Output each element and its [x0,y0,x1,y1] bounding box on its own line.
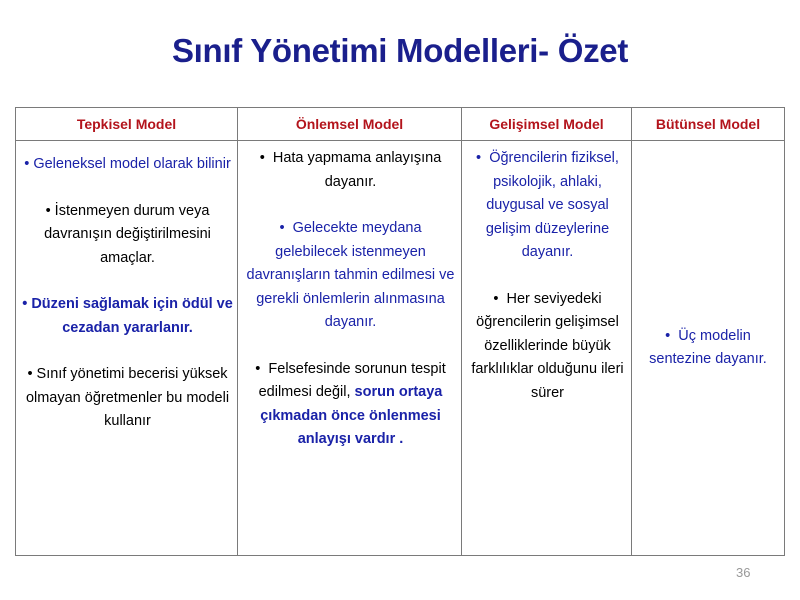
list-item: • Düzeni sağlamak için ödül ve cezadan yararlanır. [22,296,233,336]
list-item: • Gelecekte meydana gelebilecek istenmeyen davranışların tahmin edilmesi ve gerekli önlemlerin alınmasına dayanır. [246,220,455,330]
header-onlemsel: Önlemsel Model [238,108,462,141]
list-item: • Üç modelin sentezine dayanır. [649,327,767,367]
item-text: Düzeni sağlamak için ödül ve cezadan yararlanır. [31,296,233,336]
cell-onlemsel [238,141,462,556]
item-text: Üç modelin sentezine dayanır. [649,327,767,367]
list-item: • Geleneksel model olarak bilinir [24,156,231,172]
list-item: • Sınıf yönetimi becerisi yüksek olmayan öğretmenler bu modeli kullanır [25,366,230,429]
item-text: Hata yapmama anlayışına dayanır. [272,150,442,190]
item-text: Gelecekte meydana gelebilecek istenmeyen davranışların tahmin edilmesi ve gerekli önlemlerin alınmasına dayanır. [246,220,455,330]
list-item: • Öğrencilerin fiziksel, psikolojik, ahlaki, duygusal ve sosyal gelişim düzeylerine dayanır. [476,150,619,260]
header-row [16,108,785,141]
item-text: Öğrencilerin fiziksel, psikolojik, ahlaki, duygusal ve sosyal gelişim düzeylerine dayanır. [485,150,619,260]
model-summary-table [15,107,785,556]
cell-gelisimsel [462,141,632,556]
cell-butunsel [632,141,785,556]
header-gelisimsel: Gelişimsel Model [462,108,632,141]
list-item: • Her seviyedeki öğrencilerin gelişimsel özelliklerinde büyük farklılıklar olduğunu ileri sürer [471,290,624,401]
slide-title: Sınıf Yönetimi Modelleri- Özet [171,32,629,69]
item-text: Sınıf yönetimi becerisi yüksek olmayan öğretmenler bu modeli kullanır [25,366,230,429]
item-text-emphasis: sorun ortaya çıkmadan önce önlenmesi anlayışı vardır . [260,384,443,447]
cell-tepkisel [16,141,238,556]
header-tepkisel: Tepkisel Model [16,108,238,141]
page-number: 36 [736,565,751,580]
list-item: • İstenmeyen durum veya davranışın değiştirilmesini amaçlar. [44,202,211,266]
item-text: İstenmeyen durum veya davranışın değiştirilmesini amaçlar. [44,202,211,266]
list-item: • Hata yapmama anlayışına dayanır. [259,150,442,190]
item-text: Her seviyedeki öğrencilerin gelişimsel özelliklerinde büyük farklılıklar olduğunu ileri sürer [471,290,624,401]
header-butunsel: Bütünsel Model [632,108,785,141]
content-row [16,141,785,556]
item-text: Felsefesinde sorunun tespit edilmesi değil, [258,360,446,400]
list-item: • Felsefesinde sorunun tespit edilmesi değil, sorun ortaya çıkmadan önce önlenmesi anlayışı vardır . [255,360,446,447]
item-text: Geleneksel model olarak bilinir [33,156,231,172]
